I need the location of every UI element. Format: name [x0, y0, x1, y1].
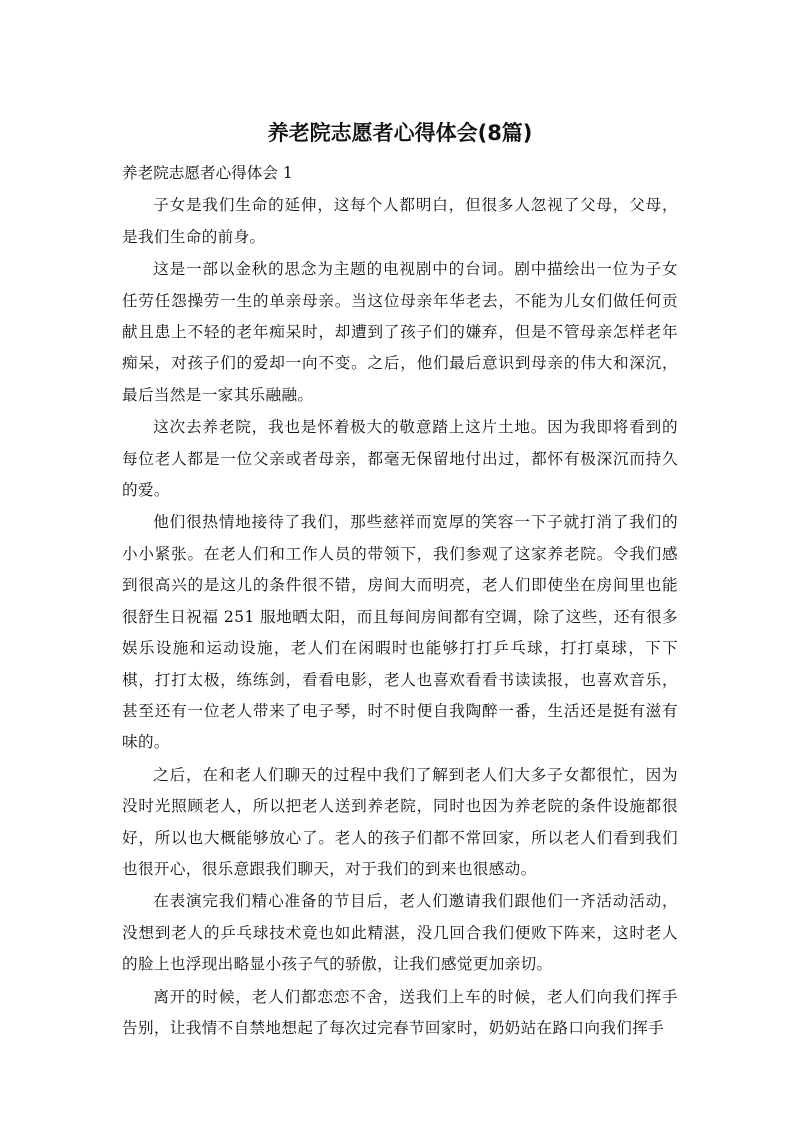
paragraph: 子女是我们生命的延伸，这每个人都明白，但很多人忽视了父母，父母，是我们生命的前身。 — [122, 196, 678, 246]
paragraph: 之后，在和老人们聊天的过程中我们了解到老人们大多子女都很忙，因为没时光照顾老人，所以把老人送到养老院，同时也因为养老院的条件设施都很好，所以也大概能够放心了。老人的孩子们都不常回家，所以老人们看到我们也很开心，很乐意跟我们聊天，对于我们的到来也很感动。 — [122, 765, 678, 878]
paragraph: 他们很热情地接待了我们，那些慈祥而宽厚的笑容一下子就打消了我们的小小紧张。在老人们和工作人员的带领下，我们参观了这家养老院。令我们感到很高兴的是这儿的条件很不错，房间大而明亮，老人们即使坐在房间里也能很舒生日祝福 251 服地晒太阳，而且每间房间都有空调，除了这些，还有很多娱乐设施和运动设施，老人们在闲暇时也能够打打乒乓球，打打桌球，下下棋，打打太极，练练剑，看看电影，老人也喜欢看看书读读报，也喜欢音乐，甚至还有一位老人带来了电子琴，时不时便自我陶醉一番，生活还是挺有滋有味的。 — [122, 513, 678, 752]
section-subheading: 养老院志愿者心得体会 1 — [122, 164, 293, 182]
document-body — [122, 158, 678, 1045]
paragraph: 离开的时候，老人们都恋恋不舍，送我们上车的时候，老人们向我们挥手告别，让我情不自禁地想起了每次过完春节回家时，奶奶站在路口向我们挥手 — [122, 987, 678, 1037]
paragraph: 这是一部以金秋的思念为主题的电视剧中的台词。剧中描绘出一位为子女任劳任怨操劳一生的单亲母亲。当这位母亲年华老去，不能为儿女们做任何贡献且患上不轻的老年痴呆时，却遭到了孩子们的嫌弃，但是不管母亲怎样老年痴呆，对孩子们的爱却一向不变。之后，他们最后意识到母亲的伟大和深沉，最后当然是一家其乐融融。 — [122, 260, 678, 404]
paragraph: 在表演完我们精心准备的节目后，老人们邀请我们跟他们一齐活动活动，没想到老人的乒乓球技术竟也如此精湛，没几回合我们便败下阵来，这时老人的脸上也浮现出略显小孩子气的骄傲，让我们感觉更加亲切。 — [122, 892, 678, 974]
paragraph: 这次去养老院，我也是怀着极大的敬意踏上这片土地。因为我即将看到的每位老人都是一位父亲或者母亲，都毫无保留地付出过，都怀有极深沉而持久的爱。 — [122, 418, 678, 500]
document-title: 养老院志愿者心得体会(8篇) — [267, 121, 533, 145]
